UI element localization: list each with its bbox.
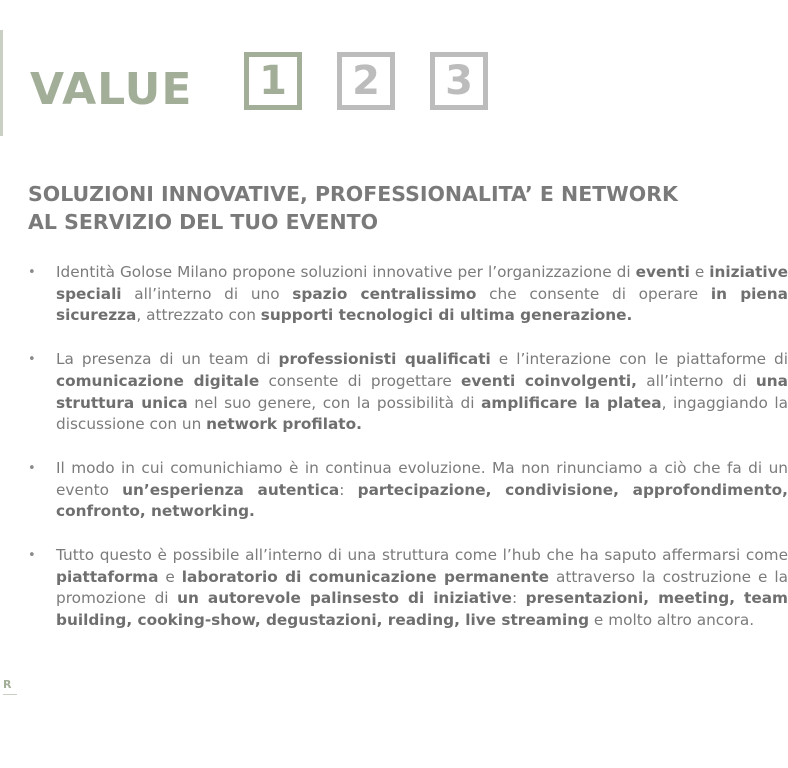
section-heading-line-1: SOLUZIONI INNOVATIVE, PROFESSIONALITA’ E NETWORK (28, 182, 678, 206)
bullet-bold-text: comunicazione digitale (56, 371, 260, 390)
bullet-text: La presenza di un team di (56, 350, 279, 369)
bullet-bold-text: presentazioni, meeting, team building, cooking-show, degustazioni, reading, live streaming (56, 589, 788, 630)
bullet-text: all’interno di (636, 371, 756, 390)
side-logo-mark: R (3, 678, 13, 691)
bullet-text: attraverso la costruzione e la promozione di (56, 567, 788, 608)
bullet-text: e (689, 263, 710, 281)
bullet-bold-text: network profilato. (206, 415, 362, 434)
bullet-text: e (158, 567, 182, 586)
bullet-bold-text: un autorevole palinsesto di iniziative (177, 589, 512, 608)
bullet-text: : (511, 589, 526, 608)
bullet-bold-text: amplificare la platea (481, 393, 662, 412)
bullet-bold-text: spazio centralissimo (292, 284, 477, 303)
bullet-text: , attrezzato con (136, 306, 261, 325)
section-heading-line-2: AL SERVIZIO DEL TUO EVENTO (28, 210, 379, 234)
bullet-bold-text: laboratorio di comunicazione permanente (181, 567, 550, 586)
bullet-text: Il modo in cui comunichiamo è in continua evoluzione. Ma non rinunciamo a ciò che fa di un evento (56, 458, 788, 499)
section-heading (28, 180, 788, 236)
page-title: VALUE (30, 64, 193, 115)
bullet-text: Identità Golose Milano propone soluzioni innovative per l’organizzazione di (56, 263, 636, 281)
left-accent-bar (0, 30, 3, 136)
bullet-bold-text: in piena sicurezza (56, 284, 788, 325)
bullet-bold-text: iniziative speciali (56, 263, 788, 303)
bullet-item (28, 545, 788, 632)
step-2-box[interactable]: 2 (337, 52, 395, 110)
bullet-text: Tutto questo è possibile all’interno di una struttura come l’hub che ha saputo affermarsi come (56, 546, 788, 565)
bullet-bold-text: un’esperienza autentica (122, 480, 340, 499)
bullet-bold-text: piattaforma (56, 567, 159, 586)
bullet-item (28, 262, 788, 327)
bullet-bold-text: una struttura unica (56, 371, 788, 412)
bullet-list (28, 262, 788, 654)
bullet-item (28, 349, 788, 436)
bullet-bold-text: professionisti qualificati (278, 350, 491, 369)
bullet-text: nel suo genere, con la possibilità di (187, 393, 482, 412)
bullet-text: che consente di operare (476, 284, 711, 303)
bullet-text: consente di progettare (259, 371, 462, 390)
bullet-bold-text: partecipazione, condivisione, approfondimento, confronto, networking. (56, 480, 788, 521)
bullet-text: : (339, 480, 358, 499)
bullet-item (28, 458, 788, 523)
bullet-text: e molto altro ancora. (589, 611, 755, 630)
bullet-bold-text: eventi coinvolgenti, (461, 371, 637, 390)
bullet-text: e l’interazione con le piattaforme di (490, 350, 788, 369)
step-3-box[interactable]: 3 (430, 52, 488, 110)
step-1-box[interactable]: 1 (244, 52, 302, 110)
bullet-text: all’interno di uno (121, 284, 293, 303)
bullet-text: , ingaggiando la discussione con un (56, 393, 788, 434)
bullet-bold-text: eventi (635, 263, 690, 281)
side-logo-underline (3, 694, 17, 695)
bullet-bold-text: supporti tecnologici di ultima generazione. (260, 306, 633, 325)
